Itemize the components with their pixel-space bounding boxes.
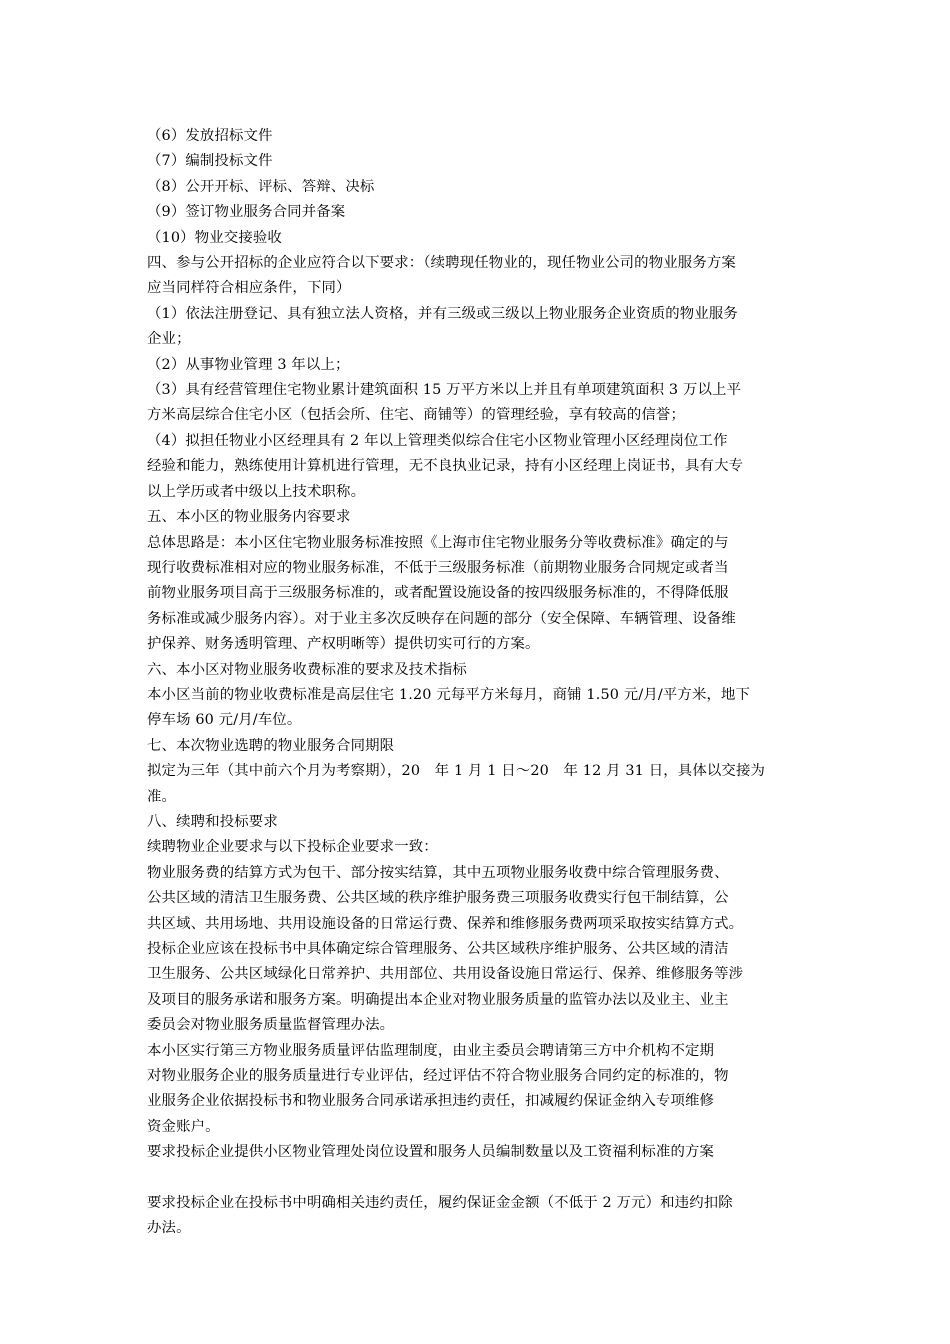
paragraph-line: 对物业服务企业的服务质量进行专业评估，经过评估不符合物业服务合同约定的标准的，物 [147,1068,729,1085]
paragraph-line: 准。 [147,788,177,805]
paragraph-line: 总体思路是：本小区住宅物业服务标准按照《上海市住宅物业服务分等收费标准》确定的与 [147,534,729,551]
requirement-item: 方米高层综合住宅小区（包括会所、住宅、商铺等）的管理经验，享有较高的信誉； [147,407,686,424]
list-item: （8）公开开标、评标、答辩、决标 [147,178,375,195]
paragraph-line: 委员会对物业服务质量监督管理办法。 [147,1017,395,1034]
paragraph-line: 要求投标企业在投标书中明确相关违约责任，履约保证金金额（不低于 2 万元）和违约扣除 [147,1195,733,1212]
paragraph-line: 续聘物业企业要求与以下投标企业要求一致： [147,839,438,856]
section-7 [147,734,809,810]
paragraph-line: 现行收费标准相对应的物业服务标准，不低于三级服务标准（前期物业服务合同规定或者当 [147,559,729,576]
blank-line [147,1166,809,1191]
paragraph-line: 本小区当前的物业收费标准是高层住宅 1.20 元每平方米每月，商铺 1.50 元/月/平方米，地下 [147,686,751,703]
list-item: （10）物业交接验收 [147,229,282,246]
section-4 [147,251,809,505]
requirement-item: （1）依法注册登记、具有独立法人资格，并有三级或三级以上物业服务企业资质的物业服务 [147,305,738,322]
section-heading: 七、本次物业选聘的物业服务合同期限 [147,737,395,754]
requirement-item: （2）从事物业管理 3 年以上； [147,356,350,373]
paragraph-line: 及项目的服务承诺和服务方案。明确提出本企业对物业服务质量的监管办法以及业主、业主 [147,991,729,1008]
paragraph-line: 停车场 60 元/月/车位。 [147,712,302,729]
section-heading: 应当同样符合相应条件，下同） [147,280,351,297]
paragraph-line: 护保养、财务透明管理、产权明晰等）提供切实可行的方案。 [147,636,540,653]
paragraph-line: 要求投标企业提供小区物业管理处岗位设置和服务人员编制数量以及工资福利标准的方案 [147,1144,715,1161]
paragraph-line: 卫生服务、公共区域绿化日常养护、共用部位、共用设备设施日常运行、保养、维修服务等涉 [147,966,744,983]
section-8 [147,810,809,1242]
section-heading: 八、续聘和投标要求 [147,813,278,830]
requirement-item: （3）具有经营管理住宅物业累计建筑面积 15 万平方米以上并且有单项建筑面积 3 万以上平 [147,382,742,399]
paragraph-line: 资金账户。 [147,1118,220,1135]
paragraph-line: 共区域、共用场地、共用设施设备的日常运行费、保养和维修服务费两项采取按实结算方式。 [147,915,744,932]
requirement-item: 经验和能力，熟练使用计算机进行管理，无不良执业记录，持有小区经理上岗证书，具有大专 [147,458,744,475]
paragraph-line: 公共区域的清洁卫生服务费、公共区域的秩序维护服务费三项服务收费实行包干制结算，公 [147,890,729,907]
paragraph-line: 投标企业应该在投标书中具体确定综合管理服务、公共区域秩序维护服务、公共区域的清洁 [147,941,729,957]
paragraph-line: 本小区实行第三方物业服务质量评估监理制度，由业主委员会聘请第三方中介机构不定期 [147,1042,715,1059]
section-heading: 五、本小区的物业服务内容要求 [147,509,351,526]
process-list [147,124,809,251]
requirement-item: 以上学历或者中级以上技术职称。 [147,483,366,500]
requirement-item: 企业； [147,331,191,348]
paragraph-line: 前物业服务项目高于三级服务标准的，或者配置设施设备的按四级服务标准的，不得降低服 [147,585,729,602]
list-item: （6）发放招标文件 [147,128,273,144]
paragraph-line: 物业服务费的结算方式为包干、部分按实结算，其中五项物业服务收费中综合管理服务费、 [147,864,729,881]
list-item: （9）签订物业服务合同并备案 [147,204,346,221]
section-6 [147,658,809,734]
document-page [147,124,809,1242]
paragraph-line: 业服务企业依据投标书和物业服务合同承诺承担违约责任，扣减履约保证金纳入专项维修 [147,1093,715,1110]
requirement-item: （4）拟担任物业小区经理具有 2 年以上管理类似综合住宅小区物业管理小区经理岗位工作 [147,432,728,449]
paragraph-line: 拟定为三年（其中前六个月为考察期），20 年 1 月 1 日～20 年 12 月 31 日，具体以交接为 [147,763,766,780]
paragraph-line: 务标准或减少服务内容）。对于业主多次反映存在问题的部分（安全保障、车辆管理、设备维 [147,610,736,627]
list-item: （7）编制投标文件 [147,153,273,170]
section-heading: 四、参与公开招标的企业应符合以下要求：（续聘现任物业的，现任物业公司的物业服务方案 [147,255,736,272]
section-heading: 六、本小区对物业服务收费标准的要求及技术指标 [147,661,467,678]
paragraph-line: 办法。 [147,1220,191,1237]
section-5 [147,505,809,657]
